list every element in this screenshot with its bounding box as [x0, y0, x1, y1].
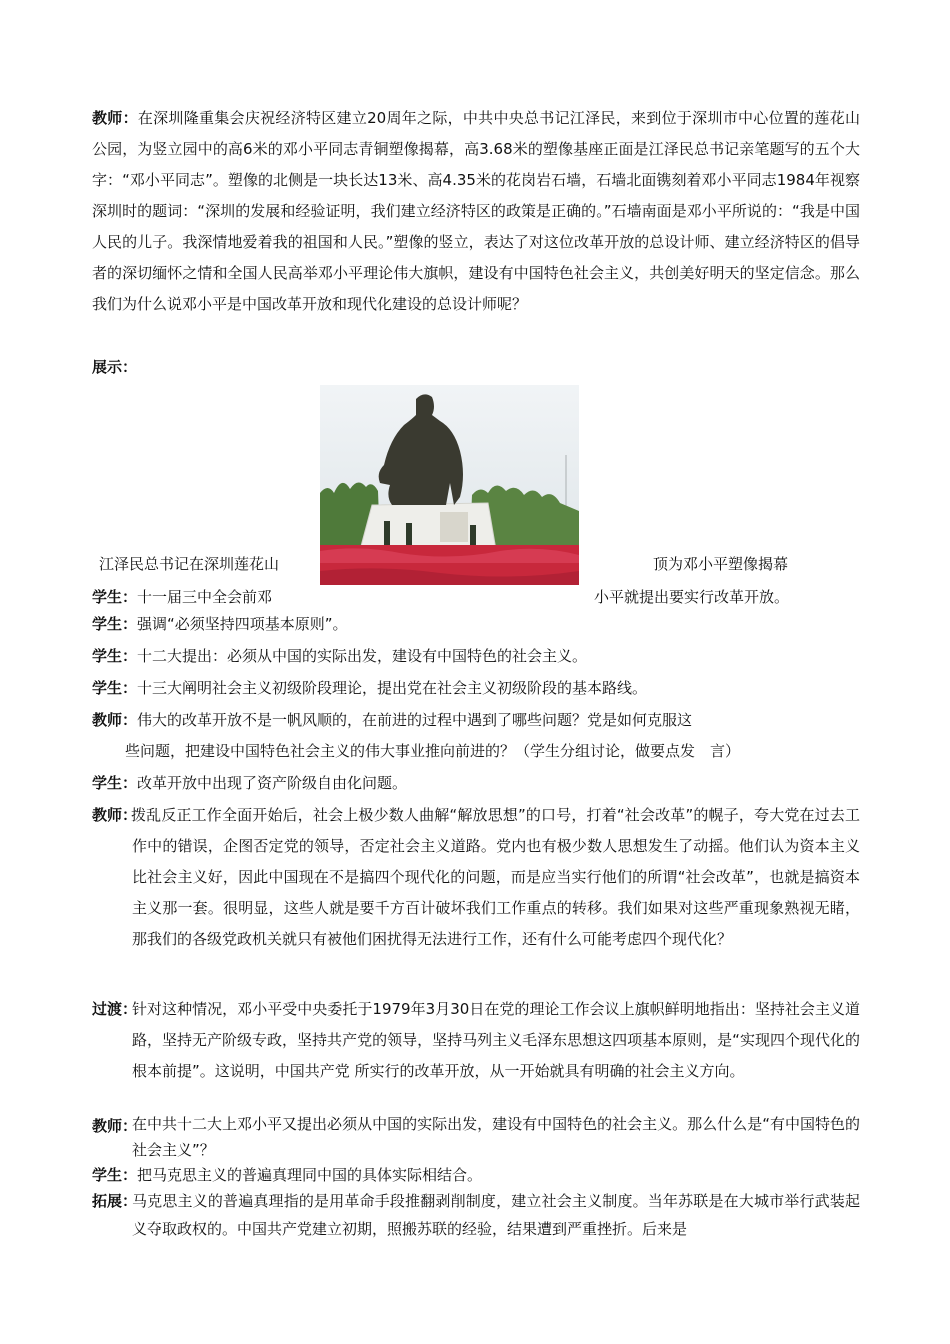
extension-speaker-label: 拓展：	[92, 1192, 138, 1210]
teacher-speaker-label-2: 教师：	[92, 1117, 138, 1135]
speaker-label: 学生：	[92, 774, 138, 792]
speaker-label: 学生：	[92, 615, 138, 633]
student-line-5	[92, 768, 407, 799]
line-text: 强调“必须坚持四项基本原则”。	[137, 615, 348, 633]
speaker-label: 学生：	[92, 647, 138, 665]
student-line-4	[92, 673, 647, 704]
speaker-label: 学生：	[92, 588, 138, 606]
paragraph-text: 在深圳隆重集会庆祝经济特区建立20周年之际，中共中央总书记江泽民，来到位于深圳市中心位置的莲花山公园，为竖立园中的高6米的邓小平同志青铜塑像揭幕，高3.68米的塑像基座正面是江泽民总书记亲笔题写的五个大字：“邓小平同志”。塑像的北侧是一块长达13米、高4.35米的花岗岩石墙，石墙北面镌刻着邓小平同志1984年视察深圳时的题词：“深圳的发展和经验证明，我们建立经济特区的政策是正确的。”石墙南面是邓小平所说的：“我是中国人民的儿子。我深情地爱着我的祖国和人民。”塑像的竖立，表达了对这位改革开放的总设计师、建立经济特区的倡导者的深切缅怀之情和全国人民高举邓小平理论伟大旗帜，建设有中国特色社会主义，共创美好明天的坚定信念。那么我们为什么说邓小平是中国改革开放和现代化建设的总设计师呢？	[92, 109, 860, 313]
student-line-6	[92, 1162, 482, 1188]
speaker-label: 学生：	[92, 679, 138, 697]
line-text: 改革开放中出现了资产阶级自由化问题。	[137, 774, 408, 792]
teacher-paragraph-intro	[92, 103, 860, 320]
student-line-1-right: 小平就提出要实行改革开放。	[594, 588, 790, 606]
teacher-paragraph-reform: 拨乱反正工作全面开始后，社会上极少数人曲解“解放思想”的口号，打着“社会改革”的幌子，夸大党在过去工作中的错误，企图否定党的领导，否定社会主义道路。党内也有极少数人思想发生了动摇。他们认为资本主义比社会主义好，因此中国现在不是搞四个现代化的问题，而是应当实行他们的所谓“社会改革”，也就是搞资本主义那一套。很明显，这些人就是要千方百计破坏我们工作重点的转移。我们如果对这些严重现象熟视无睹，那我们的各级党政机关就只有被他们困扰得无法进行工作，还有什么可能考虑四个现代化？	[131, 806, 860, 948]
teacher-question-line-1	[92, 705, 692, 736]
speaker-label: 教师：	[92, 109, 138, 127]
teacher-question-socialism: 在中共十二大上邓小平又提出必须从中国的实际出发，建设有中国特色的社会主义。那么什么是“有中国特色的社会主义”？	[132, 1115, 860, 1159]
speaker-label: 教师：	[92, 711, 138, 729]
show-label: 展示：	[92, 358, 138, 376]
transition-speaker-label: 过渡：	[92, 1000, 138, 1018]
teacher-speaker-label: 教师：	[92, 806, 138, 824]
line-text: 十三大阐明社会主义初级阶段理论，提出党在社会主义初级阶段的基本路线。	[137, 679, 648, 697]
line-text: 十二大提出：必须从中国的实际出发，建设有中国特色的社会主义。	[137, 647, 588, 665]
extension-paragraph: 马克思主义的普遍真理指的是用革命手段推翻剥削制度，建立社会主义制度。当年苏联是在大城市举行武装起义夺取政权的。中国共产党建立初期，照搬苏联的经验，结果遭到严重挫折。后来是	[132, 1192, 860, 1238]
statue-unveiling-photo	[320, 385, 579, 585]
teacher-question-line-2: 些问题，把建设中国特色社会主义的伟大事业推向前进的？（学生分组讨论，做要点发 言）	[125, 742, 741, 760]
photo-caption-left: 江泽民总书记在深圳莲花山	[99, 555, 280, 573]
student-line-3	[92, 641, 587, 672]
transition-paragraph: 针对这种情况，邓小平受中央委托于1979年3月30日在党的理论工作会议上旗帜鲜明地指出：坚持社会主义道路，坚持无产阶级专政，坚持共产党的领导，坚持马列主义毛泽东思想这四项基本原则，是“实现四个现代化的根本前提”。这说明，中国共产党 所实行的改革开放，从一开始就具有明确的社会主义方向。	[132, 1000, 860, 1080]
speaker-label: 学生：	[92, 1166, 138, 1184]
line-text: 把马克思主义的普遍真理同中国的具体实际相结合。	[137, 1166, 483, 1184]
student-line-2	[92, 609, 348, 640]
line-text: 十一届三中全会前邓	[137, 588, 273, 606]
line-text: 伟大的改革开放不是一帆风顺的，在前进的过程中遇到了哪些问题？党是如何克服这	[137, 711, 693, 729]
photo-caption-right: 顶为邓小平塑像揭幕	[653, 555, 789, 573]
